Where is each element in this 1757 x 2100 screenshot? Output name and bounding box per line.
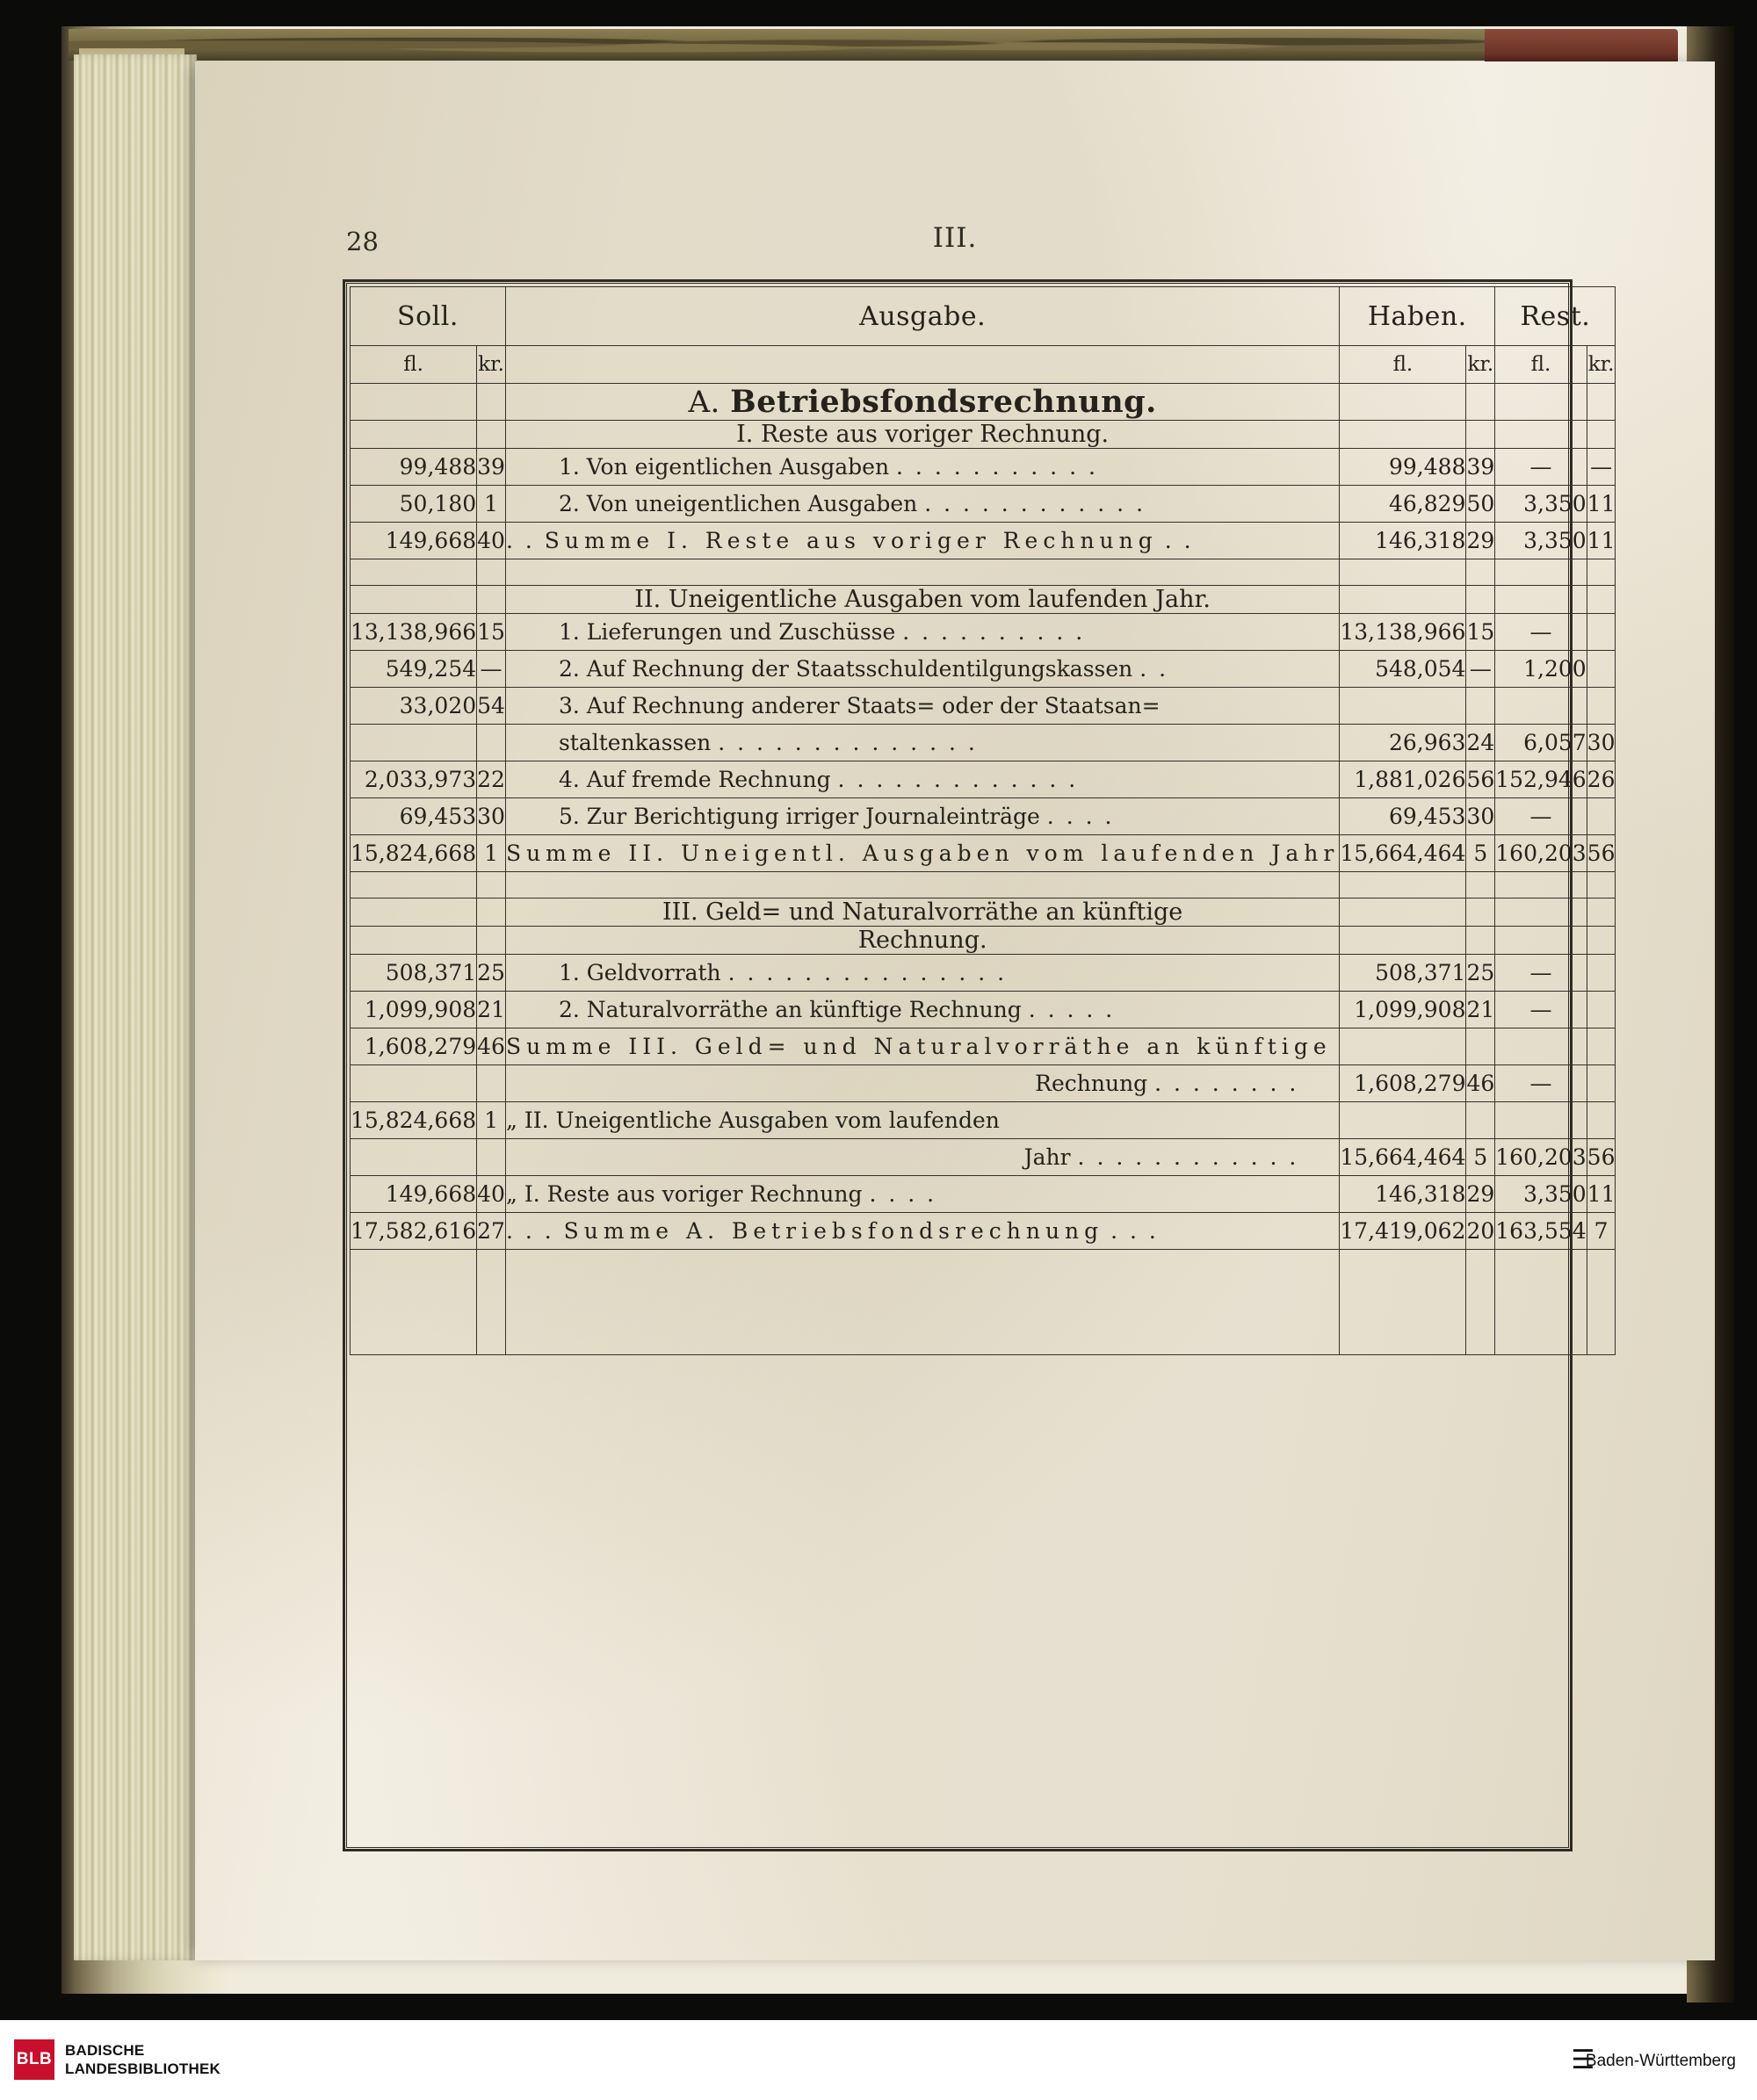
row-label: Summe I. Reste aus voriger Rechnung <box>544 528 1158 553</box>
leader-dots: . . . . . . . . . . . . <box>1077 1144 1299 1170</box>
subheader-haben-kr: kr. <box>1466 346 1495 384</box>
blank <box>1587 927 1616 955</box>
cell-soll-fl: 15,824,668 <box>351 835 477 872</box>
table-row-sum <box>351 1028 1616 1065</box>
cell-haben-fl: 17,419,062 <box>1340 1213 1466 1250</box>
row-label-continued: Rechnung <box>1035 1071 1148 1096</box>
blank <box>505 1250 1339 1355</box>
cell-haben-fl: 13,138,966 <box>1340 614 1466 651</box>
cell-rest-kr <box>1587 955 1616 992</box>
cell-rest-kr <box>1587 992 1616 1028</box>
cell-soll-fl <box>351 1065 477 1102</box>
subheader-rest-kr: kr. <box>1587 346 1616 384</box>
section-i-title-row <box>351 421 1616 449</box>
section-ii-title-row <box>351 586 1616 614</box>
cell-description <box>505 1139 1339 1176</box>
table-row <box>351 955 1616 992</box>
cell-soll-fl: 13,138,966 <box>351 614 477 651</box>
leader-dots: . . . <box>505 1218 564 1244</box>
cell-soll-fl: 99,488 <box>351 449 477 486</box>
header-haben: Haben. <box>1340 287 1495 346</box>
cell-rest-kr <box>1587 1065 1616 1102</box>
cell-rest-kr <box>1587 688 1616 725</box>
cell-soll-fl: 33,020 <box>351 688 477 725</box>
cell-soll-kr: 22 <box>477 761 506 798</box>
row-label: 2. Von uneigentlichen Ausgaben <box>558 491 918 516</box>
cell-haben-kr: 56 <box>1466 761 1495 798</box>
leader-dots: . . . . . <box>1028 997 1116 1022</box>
cell-haben-kr: 50 <box>1466 486 1495 523</box>
blank <box>1495 872 1587 898</box>
cell-soll-kr: 30 <box>477 798 506 835</box>
cell-haben-kr: 20 <box>1466 1213 1495 1250</box>
section-a-title-row <box>351 384 1616 421</box>
blank <box>477 898 506 927</box>
blank <box>351 421 477 449</box>
cell-haben-kr <box>1466 1028 1495 1065</box>
cell-haben-fl: 26,963 <box>1340 725 1466 761</box>
row-label: Summe A. Betriebsfondsrechnung <box>563 1218 1104 1244</box>
blank <box>351 1250 477 1355</box>
blank <box>351 559 477 586</box>
row-label: 1. Geldvorrath <box>558 960 721 985</box>
cell-rest-kr: 11 <box>1587 1176 1616 1213</box>
row-label: Summe III. Geld= und Naturalvorräthe an künftige <box>505 1034 1332 1059</box>
cell-description <box>505 725 1339 761</box>
cell-haben-kr <box>1466 1102 1495 1139</box>
header-rest: Rest. <box>1495 287 1616 346</box>
cell-rest-fl <box>1495 1102 1587 1139</box>
blank <box>1340 927 1466 955</box>
leader-dots: . . . . . . . . . . <box>902 619 1086 645</box>
table-row-continuation <box>351 1139 1616 1176</box>
cell-description <box>505 992 1339 1028</box>
cell-description <box>505 1102 1339 1139</box>
cell-haben-kr <box>1466 688 1495 725</box>
table-row-continuation <box>351 725 1616 761</box>
blank <box>351 384 477 421</box>
cell-haben-kr: 5 <box>1466 835 1495 872</box>
cell-soll-kr <box>477 1065 506 1102</box>
blank <box>1466 1250 1495 1355</box>
cell-soll-kr: — <box>477 651 506 688</box>
library-name <box>65 2041 221 2078</box>
cell-haben-kr: 24 <box>1466 725 1495 761</box>
leader-dots: . . . . . . . . . . . . <box>924 491 1146 516</box>
cell-haben-fl: 146,318 <box>1340 1176 1466 1213</box>
leader-dots: . . . . <box>869 1181 937 1207</box>
row-label: Summe II. Uneigentl. Ausgaben vom laufenden Jahr <box>505 841 1340 866</box>
row-label: 4. Auf fremde Rechnung <box>558 767 831 792</box>
blank <box>351 872 477 898</box>
cell-description <box>505 651 1339 688</box>
blank <box>1495 927 1587 955</box>
spacer-row <box>351 559 1616 586</box>
cell-soll-kr: 1 <box>477 486 506 523</box>
cell-haben-fl: 15,664,464 <box>1340 1139 1466 1176</box>
cell-haben-fl: 1,608,279 <box>1340 1065 1466 1102</box>
blank <box>351 927 477 955</box>
trailing-blank-row <box>351 1250 1616 1355</box>
cell-haben-fl: 1,881,026 <box>1340 761 1466 798</box>
cell-haben-fl: 46,829 <box>1340 486 1466 523</box>
header-ausgabe: Ausgabe. <box>505 287 1339 346</box>
cell-soll-fl: 1,608,279 <box>351 1028 477 1065</box>
cell-haben-fl <box>1340 1028 1466 1065</box>
cell-soll-fl: 15,824,668 <box>351 1102 477 1139</box>
cell-rest-fl: 160,203 <box>1495 835 1587 872</box>
cell-description: 3. Auf Rechnung anderer Staats= oder der Staatsan= <box>505 688 1339 725</box>
cell-soll-fl: 149,668 <box>351 523 477 559</box>
cell-rest-fl: 160,203 <box>1495 1139 1587 1176</box>
table-row <box>351 651 1616 688</box>
cell-soll-fl: 50,180 <box>351 486 477 523</box>
cell-rest-fl: 6,057 <box>1495 725 1587 761</box>
blank <box>1340 1250 1466 1355</box>
cell-rest-fl: 3,350 <box>1495 523 1587 559</box>
blank <box>477 586 506 614</box>
header-soll: Soll. <box>351 287 506 346</box>
blank <box>351 586 477 614</box>
table-row <box>351 688 1616 725</box>
cell-haben-kr: 21 <box>1466 992 1495 1028</box>
cell-description <box>505 1028 1339 1065</box>
cell-soll-kr: 21 <box>477 992 506 1028</box>
blank <box>1587 1250 1616 1355</box>
blank <box>1340 586 1466 614</box>
section-i-title: I. Reste aus voriger Rechnung. <box>505 421 1339 449</box>
cell-description <box>505 955 1339 992</box>
blank <box>477 421 506 449</box>
spine-leather <box>1485 29 1678 64</box>
cell-rest-fl: — <box>1495 955 1587 992</box>
viewer-footer-bar <box>0 2020 1757 2100</box>
folio-number: 28 <box>346 227 379 256</box>
blank <box>477 1250 506 1355</box>
cell-haben-fl <box>1340 688 1466 725</box>
blank <box>1466 872 1495 898</box>
cell-haben-kr: 25 <box>1466 955 1495 992</box>
table-row-grand-total <box>351 1213 1616 1250</box>
cell-haben-kr: 29 <box>1466 1176 1495 1213</box>
cell-description <box>505 1176 1339 1213</box>
cell-rest-kr: 30 <box>1587 725 1616 761</box>
table-row <box>351 798 1616 835</box>
baden-wuerttemberg-crest-icon: ☰ <box>1571 2045 1595 2075</box>
cell-rest-fl: 3,350 <box>1495 486 1587 523</box>
blank <box>1340 421 1466 449</box>
section-iii-title-row <box>351 898 1616 927</box>
blank <box>1587 559 1616 586</box>
blank <box>1495 421 1587 449</box>
blank <box>351 898 477 927</box>
table-row <box>351 486 1616 523</box>
table-row <box>351 761 1616 798</box>
blank <box>1495 384 1587 421</box>
cell-soll-kr: 1 <box>477 1102 506 1139</box>
blank <box>505 872 1339 898</box>
cell-rest-fl <box>1495 1028 1587 1065</box>
blank <box>1466 898 1495 927</box>
cell-soll-kr: 40 <box>477 1176 506 1213</box>
cell-soll-fl: 69,453 <box>351 798 477 835</box>
cell-soll-kr: 15 <box>477 614 506 651</box>
cell-rest-kr <box>1587 614 1616 651</box>
leader-dots: . . <box>1139 656 1169 682</box>
cell-rest-fl: 3,350 <box>1495 1176 1587 1213</box>
leader-dots: . . . <box>1110 1218 1159 1244</box>
cell-description <box>505 523 1339 559</box>
cell-rest-fl: — <box>1495 1065 1587 1102</box>
spacer-row <box>351 872 1616 898</box>
cell-description <box>505 835 1339 872</box>
table-row-sum <box>351 1102 1616 1139</box>
cell-haben-fl: 508,371 <box>1340 955 1466 992</box>
cell-description <box>505 486 1339 523</box>
cell-haben-fl: 548,054 <box>1340 651 1466 688</box>
section-a-title <box>505 384 1339 421</box>
row-label: „ II. Uneigentliche Ausgaben vom laufenden <box>505 1108 1000 1133</box>
subheader-soll-fl: fl. <box>351 346 477 384</box>
cell-rest-kr <box>1587 798 1616 835</box>
cell-haben-kr: 29 <box>1466 523 1495 559</box>
blank <box>477 927 506 955</box>
cell-soll-fl: 508,371 <box>351 955 477 992</box>
table-row <box>351 614 1616 651</box>
cell-rest-kr: 11 <box>1587 486 1616 523</box>
cell-description <box>505 1065 1339 1102</box>
subheader-haben-fl: fl. <box>1340 346 1466 384</box>
cell-haben-kr: 39 <box>1466 449 1495 486</box>
library-name-line2: LANDESBIBLIOTHEK <box>65 2060 221 2077</box>
page-header: III. <box>932 222 978 254</box>
row-label: 1. Von eigentlichen Ausgaben <box>558 454 890 480</box>
cell-soll-fl: 17,582,616 <box>351 1213 477 1250</box>
blank <box>1587 586 1616 614</box>
cell-rest-kr: 56 <box>1587 835 1616 872</box>
cell-description <box>505 449 1339 486</box>
library-name-line1: BADISCHE <box>65 2042 145 2059</box>
blb-logo: BLB <box>14 2039 54 2080</box>
leader-dots: . . . . . . . . . . . <box>896 454 1098 480</box>
subheader-rest-fl: fl. <box>1495 346 1587 384</box>
table-header-row <box>351 287 1616 346</box>
cell-rest-fl: 163,554 <box>1495 1213 1587 1250</box>
cell-haben-fl: 99,488 <box>1340 449 1466 486</box>
cell-haben-fl: 15,664,464 <box>1340 835 1466 872</box>
leader-dots: . . . . . . . . . . . . . <box>837 767 1079 792</box>
cell-rest-kr: 26 <box>1587 761 1616 798</box>
blank <box>1340 898 1466 927</box>
cell-rest-fl: — <box>1495 798 1587 835</box>
cell-rest-kr: 7 <box>1587 1213 1616 1250</box>
section-iii-title-line2: Rechnung. <box>505 927 1339 955</box>
document-page <box>195 61 1715 1960</box>
cell-soll-fl: 549,254 <box>351 651 477 688</box>
cell-rest-fl: 152,946 <box>1495 761 1587 798</box>
section-iii-title-line1: III. Geld= und Naturalvorräthe an künftige <box>505 898 1339 927</box>
blank <box>1340 384 1466 421</box>
cell-soll-kr <box>477 725 506 761</box>
blank <box>1495 559 1587 586</box>
row-label: 5. Zur Berichtigung irriger Journaleinträge <box>558 804 1040 829</box>
row-label-continued: staltenkassen <box>558 730 712 755</box>
cell-haben-fl: 1,099,908 <box>1340 992 1466 1028</box>
leader-dots: . . <box>1164 528 1194 553</box>
leader-dots: . . . . . . . . . . . . . . <box>718 730 978 755</box>
cell-haben-kr: 5 <box>1466 1139 1495 1176</box>
subheader-soll-kr: kr. <box>477 346 506 384</box>
row-label: 1. Lieferungen und Zuschüsse <box>558 619 896 645</box>
cell-rest-kr: 56 <box>1587 1139 1616 1176</box>
section-a-prefix: A. <box>688 385 720 420</box>
cell-soll-fl: 149,668 <box>351 1176 477 1213</box>
row-label: 2. Naturalvorräthe an künftige Rechnung <box>558 997 1022 1022</box>
cell-rest-kr: — <box>1587 449 1616 486</box>
state-name: Baden-Württemberg <box>1585 2052 1736 2070</box>
ledger-table <box>350 286 1616 1355</box>
cell-soll-kr: 54 <box>477 688 506 725</box>
cell-description <box>505 614 1339 651</box>
cell-soll-fl: 1,099,908 <box>351 992 477 1028</box>
table-row-sum <box>351 835 1616 872</box>
cell-rest-kr <box>1587 651 1616 688</box>
cell-description <box>505 1213 1339 1250</box>
blank <box>1587 898 1616 927</box>
leader-dots: . . . . . . . . . . . . . . . <box>727 960 1008 985</box>
row-label: 2. Auf Rechnung der Staatsschuldentilgungskassen <box>558 656 1133 682</box>
blank <box>1495 898 1587 927</box>
page-stack-fore-edge <box>74 54 197 1960</box>
cell-rest-fl: — <box>1495 449 1587 486</box>
cell-description <box>505 761 1339 798</box>
blank <box>1495 1250 1587 1355</box>
blank <box>1466 384 1495 421</box>
cell-rest-kr <box>1587 1102 1616 1139</box>
cell-rest-fl: 1,200 <box>1495 651 1587 688</box>
table-subheader-row <box>351 346 1616 384</box>
cell-haben-kr: — <box>1466 651 1495 688</box>
blank <box>1587 872 1616 898</box>
blank <box>1466 586 1495 614</box>
cell-soll-kr: 27 <box>477 1213 506 1250</box>
table-row-sum <box>351 1176 1616 1213</box>
marbled-board-top <box>69 29 1659 61</box>
blank <box>1466 559 1495 586</box>
blank <box>1587 384 1616 421</box>
blank <box>1340 872 1466 898</box>
cell-rest-fl: — <box>1495 992 1587 1028</box>
blank <box>477 559 506 586</box>
table-row-continuation <box>351 1065 1616 1102</box>
cell-soll-kr: 1 <box>477 835 506 872</box>
cell-description <box>505 798 1339 835</box>
blank <box>477 872 506 898</box>
cell-soll-fl <box>351 725 477 761</box>
blank <box>1495 586 1587 614</box>
cell-haben-kr: 46 <box>1466 1065 1495 1102</box>
cell-rest-fl <box>1495 688 1587 725</box>
section-iii-title-row2 <box>351 927 1616 955</box>
leader-dots: . . <box>505 528 545 553</box>
table-row <box>351 449 1616 486</box>
cell-soll-kr: 40 <box>477 523 506 559</box>
blank <box>1466 421 1495 449</box>
cell-soll-kr <box>477 1139 506 1176</box>
blank <box>1466 927 1495 955</box>
cell-haben-fl: 69,453 <box>1340 798 1466 835</box>
leader-dots: . . . . <box>1046 804 1115 829</box>
cell-soll-fl <box>351 1139 477 1176</box>
cell-rest-kr <box>1587 1028 1616 1065</box>
cell-haben-kr: 15 <box>1466 614 1495 651</box>
cell-haben-fl: 146,318 <box>1340 523 1466 559</box>
blank <box>477 384 506 421</box>
cell-soll-kr: 25 <box>477 955 506 992</box>
cell-soll-fl: 2,033,973 <box>351 761 477 798</box>
blank <box>1340 559 1466 586</box>
blank <box>505 559 1339 586</box>
table-row <box>351 992 1616 1028</box>
cell-rest-kr: 11 <box>1587 523 1616 559</box>
cell-rest-fl: — <box>1495 614 1587 651</box>
cell-soll-kr: 46 <box>477 1028 506 1065</box>
subheader-spacer <box>505 346 1339 384</box>
cell-haben-fl <box>1340 1102 1466 1139</box>
blank <box>1587 421 1616 449</box>
row-label-continued: Jahr <box>1023 1144 1071 1170</box>
leader-dots: . . . . . . . . <box>1154 1071 1299 1096</box>
row-label: „ I. Reste aus voriger Rechnung <box>505 1181 863 1207</box>
section-a-name: Betriebsfondsrechnung. <box>730 384 1157 420</box>
table-row-sum <box>351 523 1616 559</box>
section-ii-title: II. Uneigentliche Ausgaben vom laufenden Jahr. <box>505 586 1339 614</box>
cell-haben-kr: 30 <box>1466 798 1495 835</box>
cell-soll-kr: 39 <box>477 449 506 486</box>
